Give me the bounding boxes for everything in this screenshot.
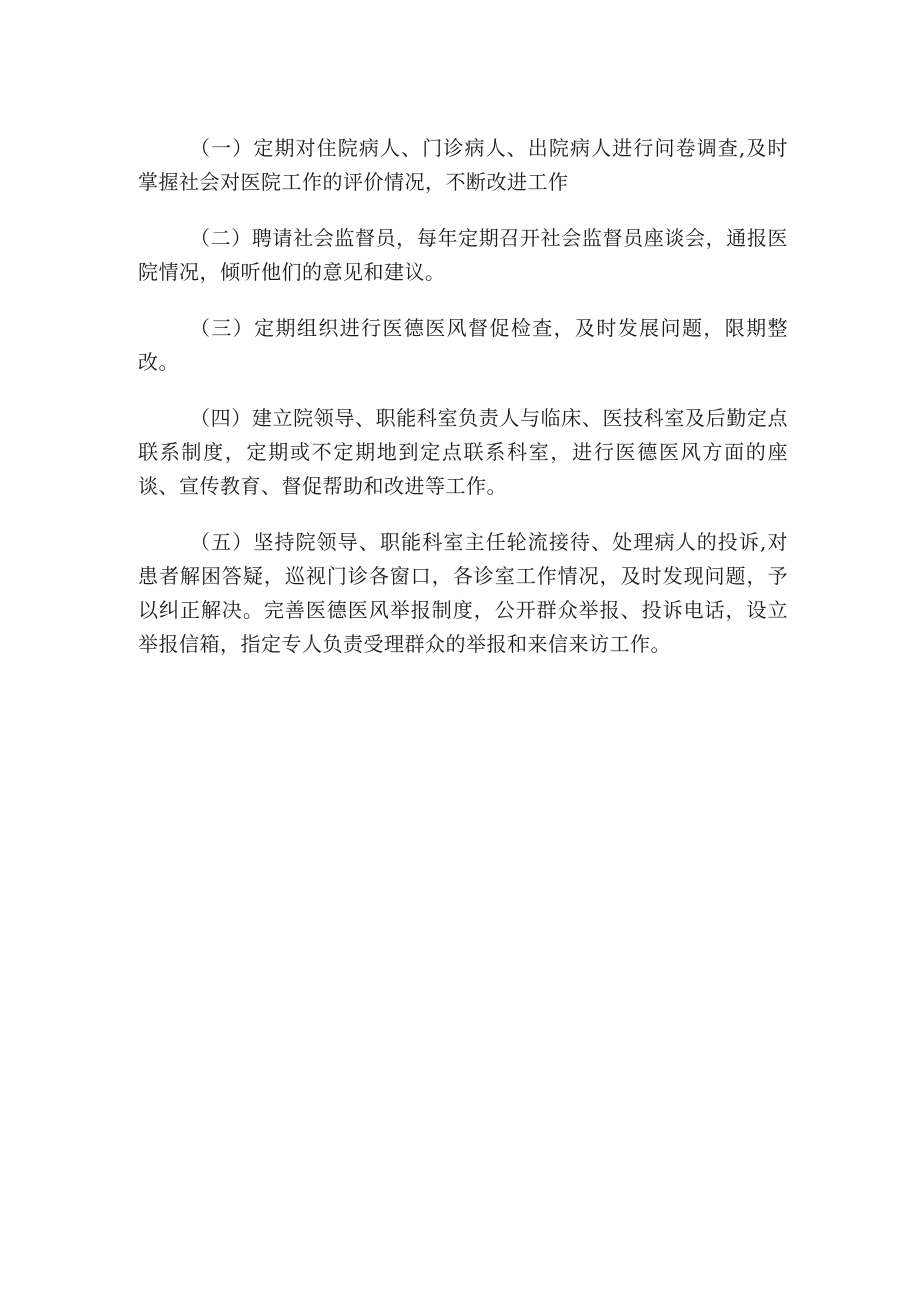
paragraph-4: （四）建立院领导、职能科室负责人与临床、医技科室及后勤定点联系制度，定期或不定期地到定点联系科室，进行医德医风方面的座谈、宣传教育、督促帮助和改进等工作。 <box>138 406 788 498</box>
paragraph-1: （一）定期对住院病人、门诊病人、出院病人进行问卷调查,及时掌握社会对医院工作的评价情况，不断改进工作 <box>138 136 788 194</box>
document-body <box>138 131 788 683</box>
paragraph-3: （三）定期组织进行医德医风督促检查，及时发展问题，限期整改。 <box>138 316 788 374</box>
paragraph-5: （五）坚持院领导、职能科室主任轮流接待、处理病人的投诉,对患者解困答疑，巡视门诊各窗口，各诊室工作情况，及时发现问题，予以纠正解决。完善医德医风举报制度，公开群众举报、投诉电话，设立举报信箱，指定专人负责受理群众的举报和来信来访工作。 <box>138 530 788 656</box>
paragraph-2: （二）聘请社会监督员，每年定期召开社会监督员座谈会，通报医院情况，倾听他们的意见和建议。 <box>138 226 788 284</box>
